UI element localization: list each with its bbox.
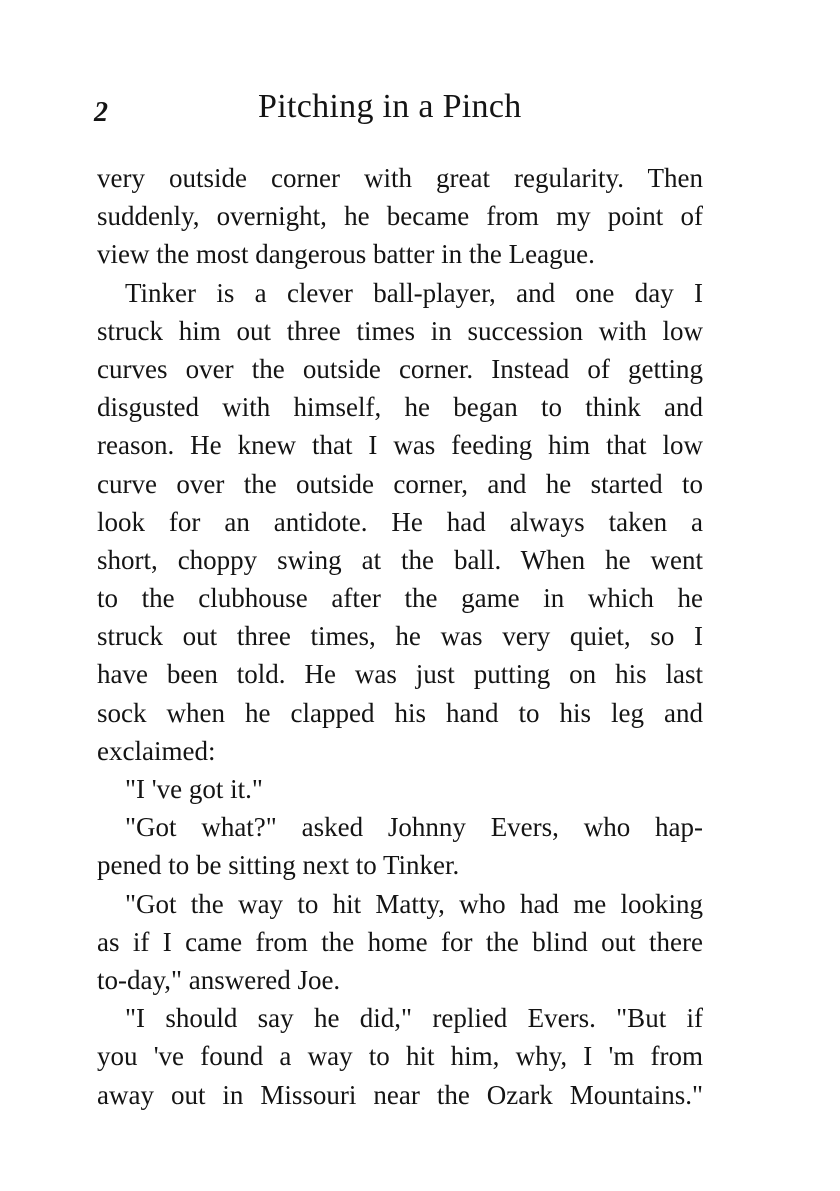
text-line: view the most dangerous batter in the League. (97, 239, 595, 270)
text-line: struck him out three times in succession with low (97, 315, 703, 346)
text-line: have been told. He was just putting on his last (97, 659, 703, 690)
text-line: pened to be sitting next to Tinker. (97, 850, 460, 881)
text-line: "Got what?" asked Johnny Evers, who hap- (125, 812, 703, 843)
text-line: to-day," answered Joe. (97, 964, 341, 995)
text-line: curves over the outside corner. Instead of getting (97, 353, 703, 384)
body-text (97, 159, 703, 1114)
page-number: 2 (94, 97, 108, 128)
text-line: curve over the outside corner, and he started to (97, 468, 703, 499)
text-line: suddenly, overnight, he became from my point of (97, 201, 703, 232)
text-line: sock when he clapped his hand to his leg and (97, 697, 703, 728)
text-line: as if I came from the home for the blind out there (97, 926, 703, 957)
text-line: "Got the way to hit Matty, who had me looking (125, 888, 703, 919)
page-header (94, 86, 704, 130)
text-line: "I 've got it." (125, 774, 263, 804)
text-line: short, choppy swing at the ball. When he went (97, 544, 703, 575)
text-line: you 've found a way to hit him, why, I 'm from (97, 1041, 703, 1072)
text-line: to the clubhouse after the game in which he (97, 583, 703, 614)
text-line: very outside corner with great regularity. Then (97, 163, 703, 193)
text-line: Tinker is a clever ball-player, and one day I (125, 277, 703, 308)
text-line: away out in Missouri near the Ozark Mountains." (97, 1079, 703, 1110)
text-line: struck out three times, he was very quiet, so I (97, 621, 703, 652)
text-line: disgusted with himself, he began to think and (97, 392, 703, 423)
running-title: Pitching in a Pinch (258, 88, 522, 125)
text-line: "I should say he did," replied Evers. "But if (125, 1003, 703, 1034)
text-line: reason. He knew that I was feeding him that low (97, 430, 703, 461)
text-line: look for an antidote. He had always taken a (97, 506, 703, 537)
text-line: exclaimed: (97, 735, 216, 766)
